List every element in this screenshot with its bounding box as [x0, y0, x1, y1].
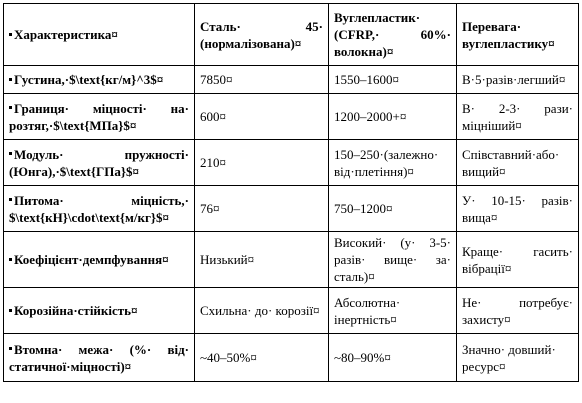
- cfrp-value-text: 1550–1600¤: [334, 72, 399, 87]
- bullet-mark: [9, 106, 12, 109]
- cfrp-value-text: ~80–90%¤: [334, 350, 391, 365]
- cfrp-value-cell: [329, 94, 457, 140]
- header-characteristic-text: Характеристика¤: [14, 27, 118, 42]
- row-label-cell: [4, 66, 195, 94]
- bullet-mark: [9, 152, 12, 155]
- comparison-table: [3, 3, 579, 382]
- cfrp-value-text: 150–250·(залежно· від·плетіння)¤: [334, 146, 439, 179]
- steel-value-cell: [195, 94, 329, 140]
- bullet-mark: [9, 198, 12, 201]
- header-cell-characteristic: [4, 4, 195, 66]
- steel-value-text: 7850¤: [200, 72, 233, 87]
- cfrp-value-text: 750–1200¤: [334, 201, 393, 216]
- bullet-mark: [9, 33, 12, 36]
- steel-value-text: 210¤: [200, 155, 226, 170]
- table-row: [4, 66, 579, 94]
- advantage-value-text: Краще· гасить· вібрації¤: [462, 243, 573, 276]
- steel-value-cell: [195, 288, 329, 334]
- advantage-value-text: Не· потребує· захисту¤: [462, 294, 573, 327]
- table-row: [4, 186, 579, 232]
- header-cell-steel: [195, 4, 329, 66]
- steel-value-text: 76¤: [200, 201, 220, 216]
- header-advantage-text: Перевага· вуглепластику¤: [462, 18, 555, 51]
- row-label-cell: [4, 288, 195, 334]
- advantage-value-cell: [457, 66, 579, 94]
- row-label-cell: [4, 232, 195, 288]
- advantage-value-cell: [457, 232, 579, 288]
- steel-value-cell: [195, 66, 329, 94]
- advantage-value-text: В·5·разів·легший¤: [462, 72, 566, 87]
- bullet-mark: [9, 309, 12, 312]
- cfrp-value-cell: [329, 66, 457, 94]
- table-row: [4, 232, 579, 288]
- row-label-text: Втомна· межа· (%· від· статичної·міцності)¤: [9, 341, 189, 374]
- steel-value-cell: [195, 186, 329, 232]
- cfrp-value-cell: [329, 186, 457, 232]
- steel-value-text: Схильна· до· корозії¤: [200, 303, 320, 318]
- header-steel-text: Сталь· 45· (нормалізована)¤: [200, 18, 323, 51]
- advantage-value-text: В· 2-3· рази· міцніший¤: [462, 100, 573, 133]
- row-label-cell: [4, 334, 195, 382]
- steel-value-text: 600¤: [200, 109, 226, 124]
- row-label-text: Густина,·$\text{кг/м}^3$¤: [14, 72, 164, 87]
- advantage-value-cell: [457, 334, 579, 382]
- row-label-cell: [4, 186, 195, 232]
- advantage-value-cell: [457, 288, 579, 334]
- steel-value-cell: [195, 334, 329, 382]
- row-label-text: Корозійна·стійкість¤: [14, 303, 138, 318]
- advantage-value-cell: [457, 140, 579, 186]
- cfrp-value-text: 1200–2000+¤: [334, 109, 407, 124]
- steel-value-text: Низький¤: [200, 252, 255, 267]
- cfrp-value-cell: [329, 140, 457, 186]
- cfrp-value-cell: [329, 334, 457, 382]
- cfrp-value-text: Абсолютна· інертність¤: [334, 294, 401, 327]
- table-header-row: [4, 4, 579, 66]
- advantage-value-text: У· 10-15· разів· вища¤: [462, 192, 573, 225]
- table-row: [4, 140, 579, 186]
- advantage-value-cell: [457, 94, 579, 140]
- advantage-value-text: Значно· довший· ресурс¤: [462, 341, 556, 374]
- bullet-mark: [9, 258, 12, 261]
- bullet-mark: [9, 347, 12, 350]
- row-label-text: Коефіцієнт·демпфування¤: [14, 252, 169, 267]
- row-label-cell: [4, 94, 195, 140]
- row-label-text: Границя· міцності· на· розтяг,·$\text{МПа}$¤: [9, 100, 189, 133]
- header-cell-cfrp: [329, 4, 457, 66]
- table-row: [4, 94, 579, 140]
- bullet-mark: [9, 78, 12, 81]
- cfrp-value-text: Високий· (у· 3-5· разів· вище· за· сталь)¤: [334, 235, 451, 284]
- advantage-value-cell: [457, 186, 579, 232]
- table-row: [4, 288, 579, 334]
- row-label-cell: [4, 140, 195, 186]
- row-label-text: Модуль· пружності· (Юнга),·$\text{ГПа}$¤: [9, 146, 189, 179]
- steel-value-cell: [195, 140, 329, 186]
- steel-value-cell: [195, 232, 329, 288]
- row-label-text: Питома· міцність,· $\text{кН}\cdot\text{м/кг}$¤: [9, 192, 189, 225]
- cfrp-value-cell: [329, 288, 457, 334]
- header-cfrp-text: Вуглепластик· (CFRP,· 60%· волокна)¤: [334, 10, 451, 59]
- cfrp-value-cell: [329, 232, 457, 288]
- steel-value-text: ~40–50%¤: [200, 350, 257, 365]
- advantage-value-text: Співставний·або· вищий¤: [462, 146, 560, 179]
- table-row: [4, 334, 579, 382]
- header-cell-advantage: [457, 4, 579, 66]
